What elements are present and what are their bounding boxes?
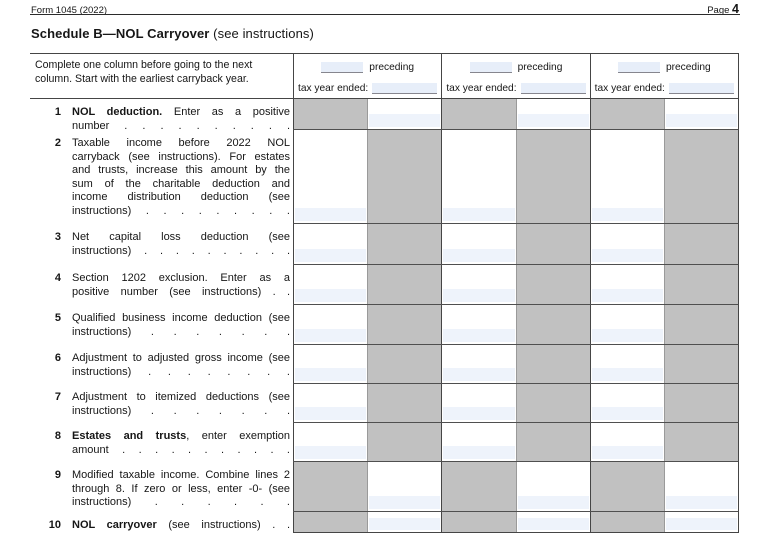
line-number: 2 bbox=[54, 137, 61, 149]
line-description: Adjustment to itemized deductions (see instructions) . . . . . . . bbox=[72, 391, 290, 417]
preceding-label: preceding bbox=[517, 62, 563, 73]
shaded-cell bbox=[664, 265, 738, 304]
value-cells bbox=[293, 512, 739, 533]
value-column-2-line-10 bbox=[441, 512, 589, 532]
entry-cell[interactable] bbox=[442, 305, 515, 344]
value-column-1-line-8 bbox=[293, 423, 441, 461]
shaded-cell bbox=[367, 305, 441, 344]
dot-leader: . . . . . . . bbox=[131, 325, 290, 338]
preceding-label: preceding bbox=[665, 62, 711, 73]
page-number-value: 4 bbox=[732, 2, 739, 16]
tax-year-ended-label: tax year ended: bbox=[298, 83, 369, 94]
schedule-title-bold: Schedule B—NOL Carryover bbox=[31, 26, 210, 41]
shaded-cell bbox=[516, 384, 590, 422]
line-description: Adjustment to adjusted gross income (see instructions) . . . . . . . . bbox=[72, 352, 290, 378]
value-column-1-line-1 bbox=[293, 99, 441, 129]
tax-year-line bbox=[294, 81, 441, 94]
shaded-cell bbox=[367, 423, 441, 461]
header-rule bbox=[30, 14, 740, 15]
entry-cell[interactable] bbox=[294, 130, 367, 223]
value-column-1-line-10 bbox=[293, 512, 441, 532]
entry-cell[interactable] bbox=[294, 224, 367, 264]
value-column-3-line-1 bbox=[590, 99, 738, 129]
field-highlight[interactable] bbox=[443, 289, 514, 302]
preceding-line bbox=[442, 60, 589, 73]
field-highlight[interactable] bbox=[592, 208, 663, 221]
line-description: NOL deduction. Enter as a positive number . . . . . . . . . . bbox=[72, 106, 291, 132]
field-highlight[interactable] bbox=[295, 446, 366, 459]
line-description: Modified taxable income. Combine lines 2 through 8. If zero or less, enter -0- (see instructions) . . . . . . bbox=[72, 469, 290, 508]
entry-cell[interactable] bbox=[294, 423, 367, 461]
shaded-cell bbox=[664, 384, 738, 422]
shaded-cell bbox=[516, 345, 590, 383]
field-highlight[interactable] bbox=[666, 114, 737, 127]
column-headers bbox=[293, 54, 739, 98]
column-header-1 bbox=[293, 54, 441, 98]
entry-cell[interactable] bbox=[591, 224, 664, 264]
line-number: 3 bbox=[54, 231, 61, 243]
shaded-cell bbox=[591, 99, 664, 129]
dot-leader: . . bbox=[260, 519, 290, 531]
tax-year-line bbox=[591, 81, 738, 94]
table-row-line-6 bbox=[30, 345, 739, 384]
shaded-cell bbox=[294, 462, 367, 511]
shaded-cell bbox=[367, 384, 441, 422]
shaded-cell bbox=[442, 462, 515, 511]
field-highlight[interactable] bbox=[295, 368, 366, 381]
field-highlight[interactable] bbox=[592, 368, 663, 381]
shaded-cell bbox=[664, 224, 738, 264]
dot-leader: . . . . . . . bbox=[131, 404, 290, 417]
tax-year-line bbox=[442, 81, 589, 94]
field-highlight[interactable] bbox=[592, 249, 663, 262]
field-highlight[interactable] bbox=[295, 289, 366, 302]
shaded-cell bbox=[591, 512, 664, 532]
table-row-line-10 bbox=[30, 512, 739, 533]
row-label bbox=[30, 345, 293, 384]
line-number: 6 bbox=[54, 352, 61, 364]
value-column-3-line-5 bbox=[590, 305, 738, 344]
tax-year-ended-field[interactable] bbox=[669, 83, 734, 94]
entry-cell[interactable] bbox=[664, 512, 738, 532]
value-column-3-line-10 bbox=[590, 512, 738, 532]
table-row-line-1 bbox=[30, 99, 739, 130]
field-highlight[interactable] bbox=[443, 329, 514, 342]
line-description: NOL carryover (see instructions) . . bbox=[72, 519, 290, 531]
shaded-cell bbox=[442, 99, 515, 129]
entry-cell[interactable] bbox=[442, 345, 515, 383]
value-cells bbox=[293, 462, 739, 512]
tax-year-ended-label: tax year ended: bbox=[446, 83, 517, 94]
entry-cell[interactable] bbox=[294, 265, 367, 304]
field-highlight[interactable] bbox=[295, 329, 366, 342]
value-column-3-line-8 bbox=[590, 423, 738, 461]
field-highlight[interactable] bbox=[443, 368, 514, 381]
field-highlight[interactable] bbox=[443, 249, 514, 262]
value-cells bbox=[293, 345, 739, 384]
page-label: Page bbox=[707, 5, 730, 16]
field-highlight[interactable] bbox=[295, 249, 366, 262]
value-cells bbox=[293, 384, 739, 423]
value-column-1-line-9 bbox=[293, 462, 441, 511]
entry-cell[interactable] bbox=[516, 462, 590, 511]
form-id: Form 1045 (2022) bbox=[31, 5, 108, 16]
value-column-3-line-4 bbox=[590, 265, 738, 304]
shaded-cell bbox=[516, 423, 590, 461]
row-label bbox=[30, 423, 293, 462]
dot-leader: . . . . . . . . . bbox=[131, 204, 290, 217]
schedule-title-note: (see instructions) bbox=[209, 26, 314, 41]
nol-carryover-table bbox=[30, 53, 739, 533]
preceding-years-field[interactable] bbox=[321, 62, 363, 73]
shaded-cell bbox=[367, 130, 441, 223]
value-column-3-line-9 bbox=[590, 462, 738, 511]
field-highlight[interactable] bbox=[369, 114, 440, 127]
field-highlight[interactable] bbox=[443, 407, 514, 420]
line-number: 10 bbox=[48, 519, 61, 531]
value-cells bbox=[293, 305, 739, 345]
row-label bbox=[30, 224, 293, 265]
table-row-line-7 bbox=[30, 384, 739, 423]
shaded-cell bbox=[367, 265, 441, 304]
row-label bbox=[30, 99, 293, 130]
column-header-2 bbox=[441, 54, 589, 98]
row-label bbox=[30, 305, 293, 345]
row-label bbox=[30, 265, 293, 305]
schedule-title bbox=[31, 26, 314, 41]
value-column-1-line-6 bbox=[293, 345, 441, 383]
table-row-line-2 bbox=[30, 130, 739, 224]
value-column-1-line-3 bbox=[293, 224, 441, 264]
entry-cell[interactable] bbox=[591, 384, 664, 422]
field-highlight[interactable] bbox=[295, 407, 366, 420]
shaded-cell bbox=[442, 512, 515, 532]
line-description: Taxable income before 2022 NOL carryback (see instructions). For estates and trusts, increase this amount by the sum of the charitable deduction and income distribution deduction (see instructions) . . . . . . . . . bbox=[72, 137, 290, 217]
preceding-line bbox=[591, 60, 738, 73]
field-highlight[interactable] bbox=[518, 518, 589, 530]
field-highlight[interactable] bbox=[443, 446, 514, 459]
value-cells bbox=[293, 130, 739, 224]
entry-cell[interactable] bbox=[516, 512, 590, 532]
shaded-cell bbox=[516, 305, 590, 344]
entry-cell[interactable] bbox=[516, 99, 590, 129]
field-highlight[interactable] bbox=[369, 496, 440, 509]
shaded-cell bbox=[516, 224, 590, 264]
dot-leader: . . . . . . . . . . bbox=[109, 119, 290, 132]
dot-leader: . . . . . . . . bbox=[131, 365, 290, 378]
shaded-cell bbox=[664, 130, 738, 223]
field-highlight[interactable] bbox=[443, 208, 514, 221]
entry-cell[interactable] bbox=[442, 130, 515, 223]
table-row-line-5 bbox=[30, 305, 739, 345]
shaded-cell bbox=[591, 462, 664, 511]
tax-year-ended-label: tax year ended: bbox=[594, 83, 665, 94]
table-body bbox=[30, 99, 739, 533]
value-column-3-line-6 bbox=[590, 345, 738, 383]
value-column-3-line-3 bbox=[590, 224, 738, 264]
line-number: 7 bbox=[54, 391, 61, 403]
field-highlight[interactable] bbox=[518, 114, 589, 127]
row-label bbox=[30, 384, 293, 423]
line-number: 4 bbox=[54, 272, 61, 284]
field-highlight[interactable] bbox=[666, 496, 737, 509]
dot-leader: . . bbox=[261, 285, 290, 298]
field-highlight[interactable] bbox=[369, 518, 440, 530]
preceding-years-field[interactable] bbox=[618, 62, 660, 73]
column-header-3 bbox=[590, 54, 738, 98]
entry-cell[interactable] bbox=[442, 224, 515, 264]
value-column-2-line-1 bbox=[441, 99, 589, 129]
table-header-row bbox=[30, 53, 739, 99]
value-cells bbox=[293, 423, 739, 462]
shaded-cell bbox=[664, 305, 738, 344]
table-row-line-8 bbox=[30, 423, 739, 462]
row-label bbox=[30, 462, 293, 512]
table-row-line-9 bbox=[30, 462, 739, 512]
entry-cell[interactable] bbox=[367, 512, 441, 532]
preceding-label: preceding bbox=[369, 62, 415, 73]
field-highlight[interactable] bbox=[592, 329, 663, 342]
value-cells bbox=[293, 224, 739, 265]
value-column-3-line-7 bbox=[590, 384, 738, 422]
entry-cell[interactable] bbox=[294, 384, 367, 422]
field-highlight[interactable] bbox=[592, 289, 663, 302]
shaded-cell bbox=[367, 345, 441, 383]
line-number: 8 bbox=[54, 430, 61, 442]
entry-cell[interactable] bbox=[591, 345, 664, 383]
shaded-cell bbox=[367, 224, 441, 264]
shaded-cell bbox=[664, 345, 738, 383]
entry-cell[interactable] bbox=[367, 462, 441, 511]
entry-cell[interactable] bbox=[442, 384, 515, 422]
value-column-1-line-4 bbox=[293, 265, 441, 304]
entry-cell[interactable] bbox=[442, 423, 515, 461]
shaded-cell bbox=[516, 130, 590, 223]
entry-cell[interactable] bbox=[591, 423, 664, 461]
entry-cell[interactable] bbox=[442, 265, 515, 304]
preceding-years-field[interactable] bbox=[470, 62, 512, 73]
table-row-line-4 bbox=[30, 265, 739, 305]
field-highlight[interactable] bbox=[666, 518, 737, 530]
value-column-3-line-2 bbox=[590, 130, 738, 223]
line-number: 9 bbox=[54, 469, 61, 481]
shaded-cell bbox=[294, 99, 367, 129]
field-highlight[interactable] bbox=[518, 496, 589, 509]
entry-cell[interactable] bbox=[367, 99, 441, 129]
value-column-2-line-2 bbox=[441, 130, 589, 223]
dot-leader: . . . . . . . . . . . bbox=[108, 443, 290, 456]
tax-year-ended-field[interactable] bbox=[372, 83, 437, 94]
table-row-line-3 bbox=[30, 224, 739, 265]
entry-cell[interactable] bbox=[294, 345, 367, 383]
value-column-2-line-4 bbox=[441, 265, 589, 304]
entry-cell[interactable] bbox=[664, 99, 738, 129]
dot-leader: . . . . . . bbox=[131, 496, 290, 508]
value-column-2-line-7 bbox=[441, 384, 589, 422]
field-highlight[interactable] bbox=[592, 407, 663, 420]
value-column-2-line-6 bbox=[441, 345, 589, 383]
line-description: Qualified business income deduction (see instructions) . . . . . . . bbox=[72, 312, 290, 338]
entry-cell[interactable] bbox=[591, 305, 664, 344]
table-instruction: Complete one column before going to the next column. Start with the earliest carryback year. bbox=[35, 59, 253, 85]
shaded-cell bbox=[516, 265, 590, 304]
entry-cell[interactable] bbox=[591, 265, 664, 304]
value-column-1-line-2 bbox=[293, 130, 441, 223]
row-label bbox=[30, 130, 293, 224]
line-description: Section 1202 exclusion. Enter as a positive number (see instructions) . . bbox=[72, 272, 290, 298]
tax-year-ended-field[interactable] bbox=[521, 83, 586, 94]
value-column-2-line-3 bbox=[441, 224, 589, 264]
shaded-cell bbox=[664, 423, 738, 461]
value-column-2-line-8 bbox=[441, 423, 589, 461]
value-column-1-line-5 bbox=[293, 305, 441, 344]
page-header bbox=[31, 2, 739, 14]
value-column-2-line-9 bbox=[441, 462, 589, 511]
line-number: 1 bbox=[54, 106, 61, 118]
row-label bbox=[30, 512, 293, 533]
value-column-2-line-5 bbox=[441, 305, 589, 344]
value-cells bbox=[293, 265, 739, 305]
value-cells bbox=[293, 99, 739, 130]
field-highlight[interactable] bbox=[592, 446, 663, 459]
value-column-1-line-7 bbox=[293, 384, 441, 422]
entry-cell[interactable] bbox=[664, 462, 738, 511]
line-description: Estates and trusts, enter exemption amount . . . . . . . . . . . bbox=[72, 430, 290, 456]
preceding-line bbox=[294, 60, 441, 73]
line-description: Net capital loss deduction (see instructions) . . . . . . . . . . bbox=[72, 231, 290, 257]
line-number: 5 bbox=[54, 312, 61, 324]
dot-leader: . . . . . . . . . . bbox=[131, 244, 290, 257]
field-highlight[interactable] bbox=[295, 208, 366, 221]
shaded-cell bbox=[294, 512, 367, 532]
entry-cell[interactable] bbox=[294, 305, 367, 344]
entry-cell[interactable] bbox=[591, 130, 664, 223]
